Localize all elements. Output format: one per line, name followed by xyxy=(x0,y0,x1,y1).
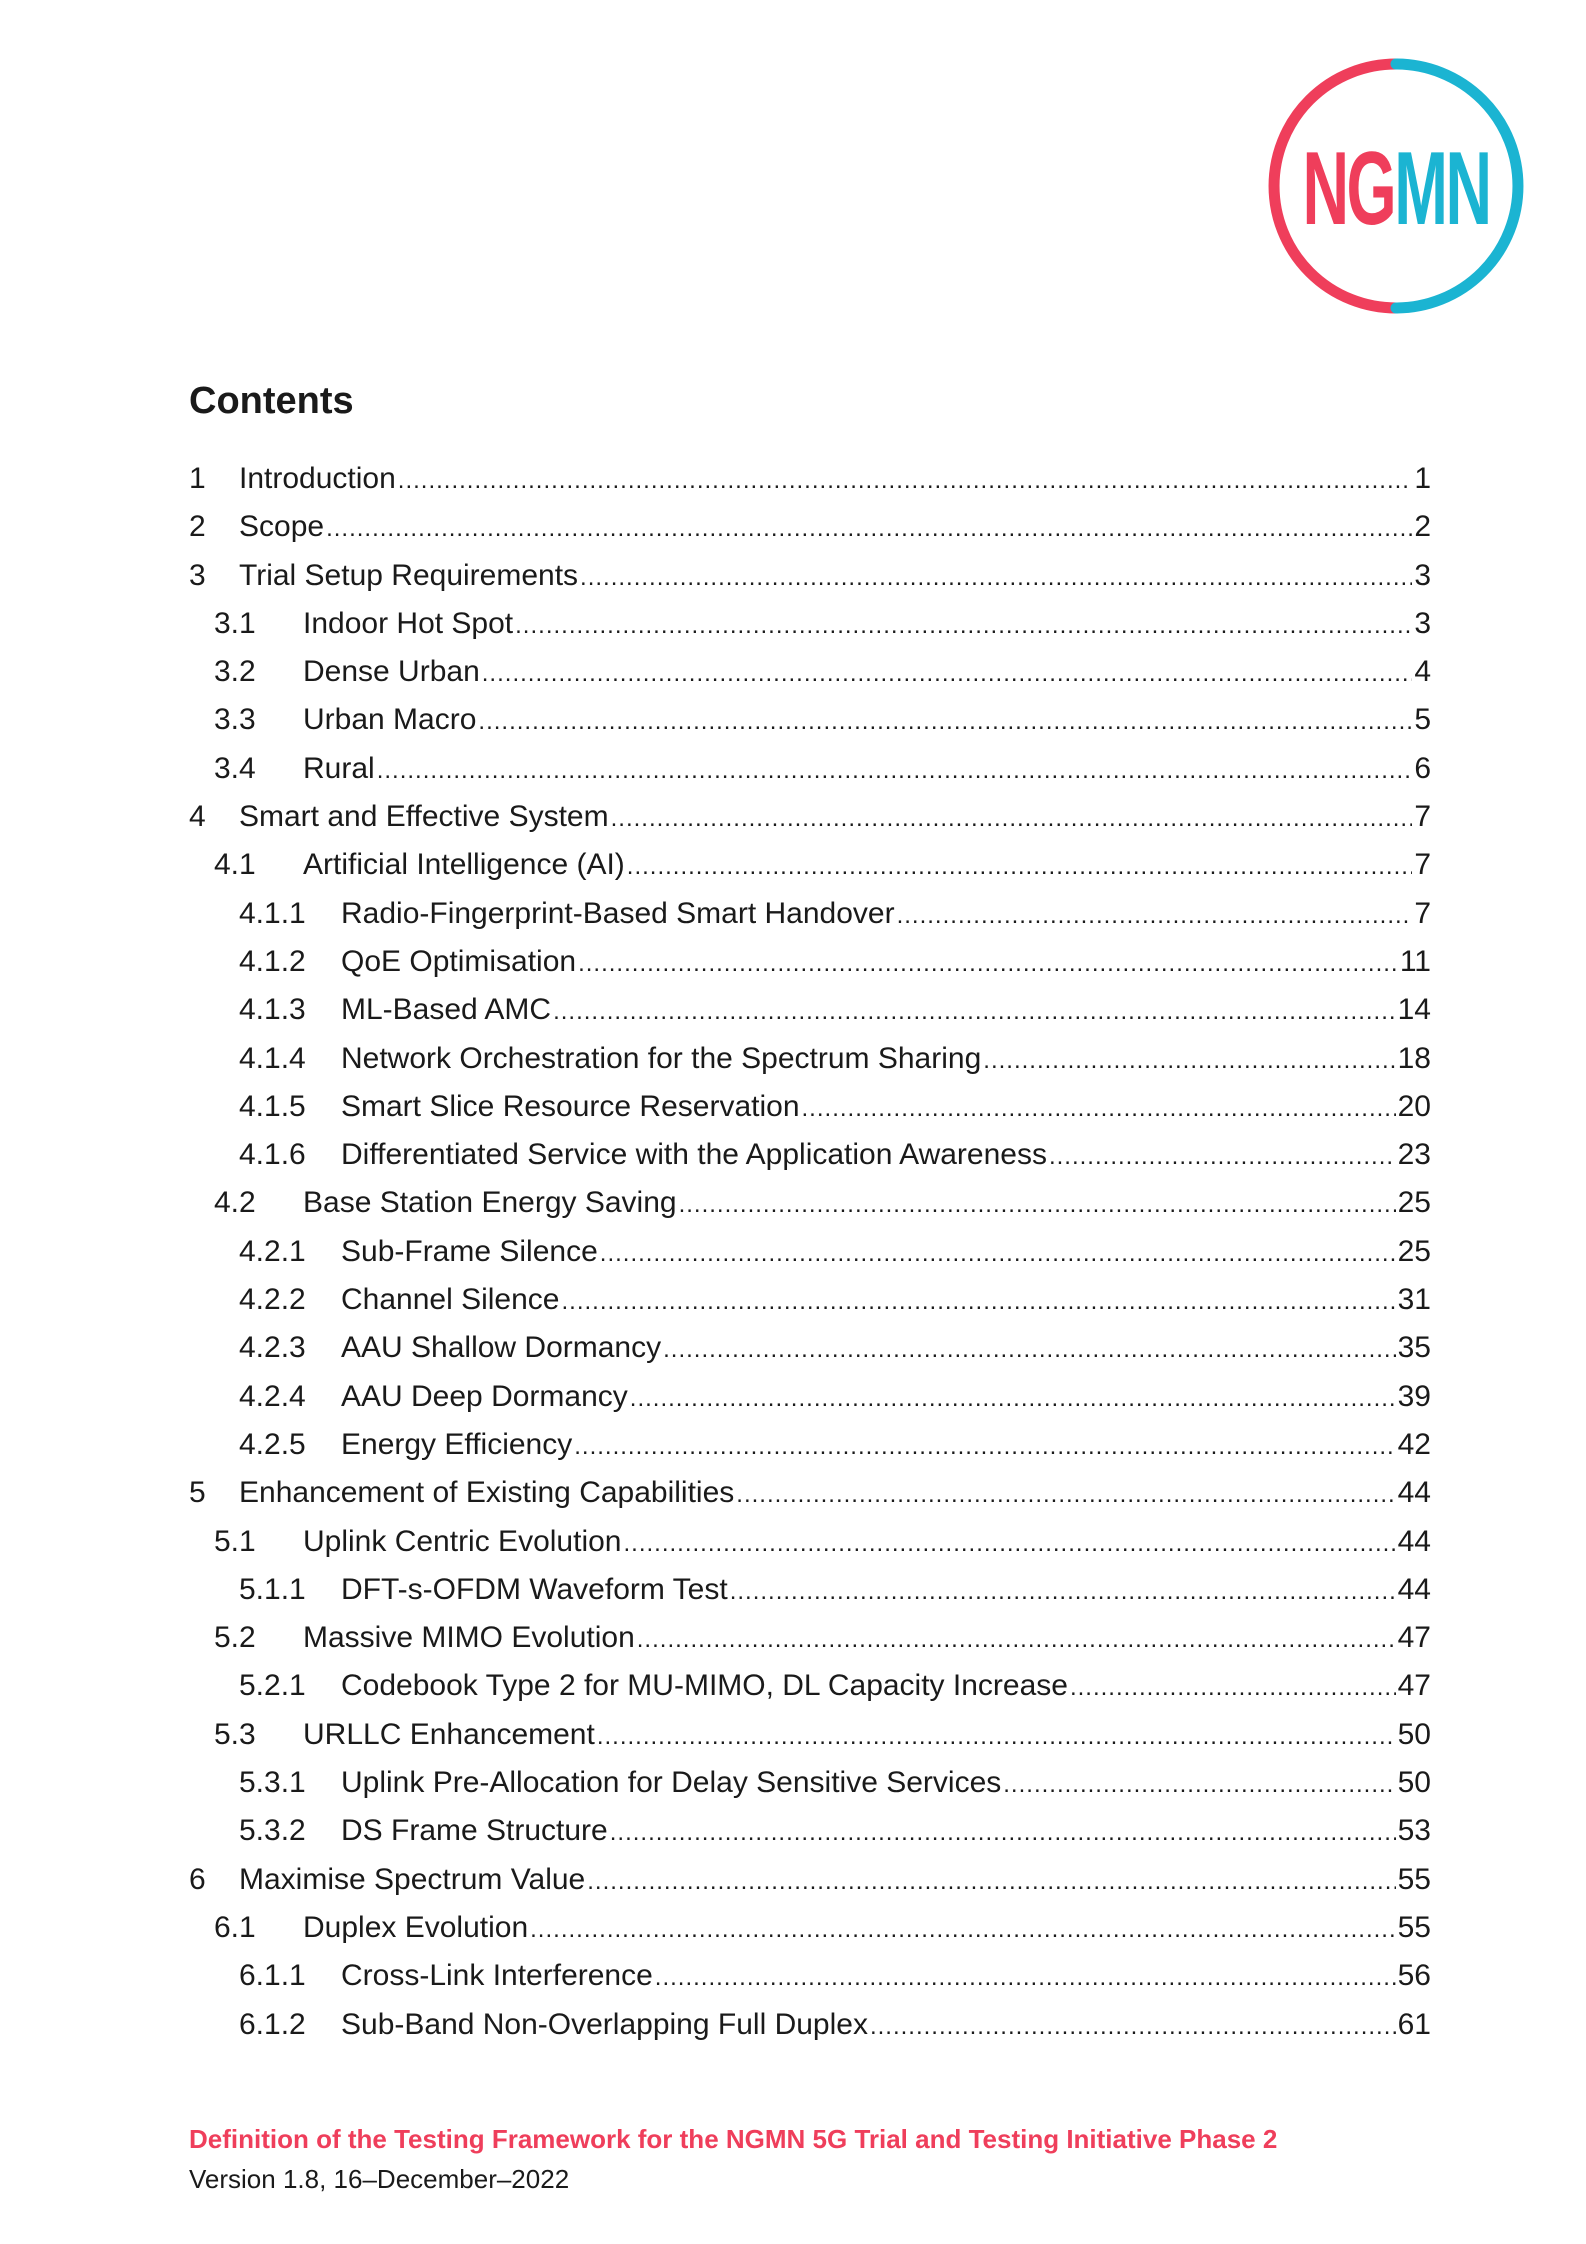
toc-entry-page: 7 xyxy=(1414,800,1431,834)
toc-dot-leader xyxy=(627,843,1413,891)
toc-entry-page: 56 xyxy=(1397,1959,1431,1993)
toc-entry[interactable] xyxy=(189,503,1431,551)
toc-entry-page: 31 xyxy=(1397,1283,1431,1317)
table-of-contents xyxy=(189,455,1431,2049)
toc-entry-page: 11 xyxy=(1399,944,1431,978)
toc-entry-number: 4.1.1 xyxy=(239,896,306,930)
toc-entry-page: 25 xyxy=(1397,1186,1431,1220)
footer-version: Version 1.8, 16–December–2022 xyxy=(189,2164,570,2194)
toc-entry-label: ML-Based AMC xyxy=(341,993,552,1027)
toc-entry-label: Smart and Effective System xyxy=(239,800,609,834)
toc-entry-page: 53 xyxy=(1397,1814,1431,1848)
toc-dot-leader xyxy=(870,2003,1396,2051)
toc-entry-label: QoE Optimisation xyxy=(341,944,577,978)
toc-entry[interactable] xyxy=(189,1228,1431,1276)
toc-entry-page: 3 xyxy=(1414,606,1431,640)
toc-entry[interactable] xyxy=(189,1904,1431,1952)
toc-entry[interactable] xyxy=(189,1373,1431,1421)
toc-entry-page: 7 xyxy=(1414,848,1431,882)
toc-entry-number: 4.2.1 xyxy=(239,1234,306,1268)
toc-dot-leader xyxy=(398,457,1413,505)
toc-dot-leader xyxy=(553,988,1396,1036)
toc-entry-number: 5.2.1 xyxy=(239,1669,306,1703)
toc-dot-leader xyxy=(561,1278,1395,1326)
toc-entry[interactable] xyxy=(189,1518,1431,1566)
toc-entry-number: 6.1.1 xyxy=(239,1959,306,1993)
toc-dot-leader xyxy=(637,1616,1396,1664)
toc-entry-page: 25 xyxy=(1397,1234,1431,1268)
toc-entry-number: 4.1 xyxy=(214,848,256,882)
toc-entry[interactable] xyxy=(189,986,1431,1034)
toc-entry[interactable] xyxy=(189,890,1431,938)
toc-entry-page: 44 xyxy=(1397,1572,1431,1606)
toc-entry-page: 2 xyxy=(1414,510,1431,544)
toc-entry[interactable] xyxy=(189,1324,1431,1372)
toc-entry-number: 5 xyxy=(189,1476,206,1510)
toc-entry-label: Uplink Pre-Allocation for Delay Sensitive Services xyxy=(341,1766,1002,1800)
toc-entry-number: 6 xyxy=(189,1862,206,1896)
toc-entry[interactable] xyxy=(189,1276,1431,1324)
toc-entry[interactable] xyxy=(189,745,1431,793)
toc-entry-number: 4.2.2 xyxy=(239,1283,306,1317)
footer-document-title: Definition of the Testing Framework for the NGMN 5G Trial and Testing Initiative Phase 2 xyxy=(189,2124,1278,2154)
toc-entry-number: 4.1.4 xyxy=(239,1041,306,1075)
toc-dot-leader xyxy=(580,554,1412,602)
toc-entry-number: 2 xyxy=(189,510,206,544)
toc-entry-label: Urban Macro xyxy=(303,703,477,737)
toc-entry[interactable] xyxy=(189,1662,1431,1710)
toc-dot-leader xyxy=(478,698,1412,746)
toc-entry-label: AAU Shallow Dormancy xyxy=(341,1331,662,1365)
toc-entry-label: Smart Slice Resource Reservation xyxy=(341,1089,800,1123)
toc-entry-label: Radio-Fingerprint-Based Smart Handover xyxy=(341,896,895,930)
toc-dot-leader xyxy=(1049,1133,1396,1181)
toc-entry-page: 55 xyxy=(1397,1910,1431,1944)
toc-entry-number: 3.3 xyxy=(214,703,256,737)
toc-entry-page: 7 xyxy=(1414,896,1431,930)
toc-dot-leader xyxy=(1070,1664,1396,1712)
toc-dot-leader xyxy=(530,1906,1395,1954)
toc-dot-leader xyxy=(597,1713,1396,1761)
toc-dot-leader xyxy=(587,1858,1395,1906)
toc-entry-page: 20 xyxy=(1397,1089,1431,1123)
toc-entry-page: 18 xyxy=(1397,1041,1431,1075)
toc-entry[interactable] xyxy=(189,1566,1431,1614)
toc-entry[interactable] xyxy=(189,1807,1431,1855)
ngmn-logo xyxy=(1266,56,1526,316)
toc-entry-page: 5 xyxy=(1414,703,1431,737)
toc-entry-label: Introduction xyxy=(239,462,396,495)
toc-dot-leader xyxy=(578,940,1398,988)
toc-entry-number: 4 xyxy=(189,800,206,834)
toc-dot-leader xyxy=(983,1037,1395,1085)
toc-entry[interactable] xyxy=(189,1759,1431,1807)
toc-entry-number: 4.1.2 xyxy=(239,944,306,978)
toc-entry[interactable] xyxy=(189,793,1431,841)
toc-entry-page: 1 xyxy=(1414,462,1431,495)
toc-entry-number: 5.2 xyxy=(214,1621,256,1655)
toc-dot-leader xyxy=(515,602,1412,650)
toc-dot-leader xyxy=(630,1375,1396,1423)
toc-entry-label: Maximise Spectrum Value xyxy=(239,1862,586,1896)
toc-entry-page: 47 xyxy=(1397,1621,1431,1655)
toc-entry-page: 55 xyxy=(1397,1862,1431,1896)
toc-entry-label: URLLC Enhancement xyxy=(303,1717,595,1751)
toc-entry-label: Trial Setup Requirements xyxy=(239,558,579,592)
toc-entry[interactable] xyxy=(189,938,1431,986)
toc-entry-label: Scope xyxy=(239,510,325,544)
toc-entry[interactable] xyxy=(189,455,1431,503)
toc-dot-leader xyxy=(655,1954,1396,2002)
toc-entry-number: 5.1.1 xyxy=(239,1572,306,1606)
toc-entry-label: Energy Efficiency xyxy=(341,1427,573,1461)
toc-dot-leader xyxy=(611,795,1413,843)
toc-entry-label: Base Station Energy Saving xyxy=(303,1186,677,1220)
toc-dot-leader xyxy=(802,1085,1396,1133)
toc-entry[interactable] xyxy=(189,1711,1431,1759)
toc-dot-leader xyxy=(1003,1761,1395,1809)
toc-entry-label: Differentiated Service with the Application Awareness xyxy=(341,1138,1047,1172)
toc-dot-leader xyxy=(623,1520,1395,1568)
toc-entry-label: DS Frame Structure xyxy=(341,1814,608,1848)
toc-entry-number: 4.1.3 xyxy=(239,993,306,1027)
toc-entry-page: 50 xyxy=(1397,1717,1431,1751)
toc-entry-label: Channel Silence xyxy=(341,1283,560,1317)
toc-title: Contents xyxy=(189,380,354,422)
toc-dot-leader xyxy=(377,747,1413,795)
toc-entry-label: Codebook Type 2 for MU-MIMO, DL Capacity Increase xyxy=(341,1669,1068,1703)
toc-dot-leader xyxy=(574,1423,1395,1471)
toc-entry-page: 42 xyxy=(1397,1427,1431,1461)
toc-entry-page: 47 xyxy=(1397,1669,1431,1703)
svg-text:NGMN: NGMN xyxy=(1302,131,1490,247)
toc-dot-leader xyxy=(600,1230,1396,1278)
toc-entry-page: 50 xyxy=(1397,1766,1431,1800)
toc-entry-page: 61 xyxy=(1397,2007,1431,2041)
toc-entry[interactable] xyxy=(189,841,1431,889)
toc-entry-label: AAU Deep Dormancy xyxy=(341,1379,628,1413)
toc-entry-number: 3 xyxy=(189,558,206,592)
toc-entry[interactable] xyxy=(189,1179,1431,1227)
toc-entry[interactable] xyxy=(189,600,1431,648)
toc-entry[interactable] xyxy=(189,1469,1431,1517)
toc-entry[interactable] xyxy=(189,2001,1431,2049)
toc-dot-leader xyxy=(663,1326,1396,1374)
toc-entry[interactable] xyxy=(189,1421,1431,1469)
toc-entry-number: 6.1.2 xyxy=(239,2007,306,2041)
toc-entry-label: Enhancement of Existing Capabilities xyxy=(239,1476,735,1510)
toc-entry[interactable] xyxy=(189,1131,1431,1179)
toc-dot-leader xyxy=(730,1568,1396,1616)
toc-entry-label: Artificial Intelligence (AI) xyxy=(303,848,625,882)
toc-dot-leader xyxy=(897,892,1413,940)
toc-entry-page: 6 xyxy=(1414,751,1431,785)
toc-entry-number: 5.3 xyxy=(214,1717,256,1751)
toc-dot-leader xyxy=(679,1181,1396,1229)
toc-entry-number: 4.2.3 xyxy=(239,1331,306,1365)
toc-entry-number: 3.4 xyxy=(214,751,256,785)
toc-entry[interactable] xyxy=(189,552,1431,600)
toc-entry-number: 4.2 xyxy=(214,1186,256,1220)
toc-dot-leader xyxy=(482,650,1413,698)
toc-entry-number: 3.2 xyxy=(214,655,256,689)
toc-entry-number: 5.3.1 xyxy=(239,1766,306,1800)
toc-entry-number: 4.1.5 xyxy=(239,1089,306,1123)
toc-entry-number: 4.2.4 xyxy=(239,1379,306,1413)
toc-entry[interactable] xyxy=(189,1856,1431,1904)
toc-entry-label: Sub-Band Non-Overlapping Full Duplex xyxy=(341,2007,868,2041)
toc-entry-number: 5.1 xyxy=(214,1524,256,1558)
toc-entry[interactable] xyxy=(189,648,1431,696)
toc-entry-label: Uplink Centric Evolution xyxy=(303,1524,622,1558)
toc-entry[interactable] xyxy=(189,1952,1431,2000)
toc-entry[interactable] xyxy=(189,696,1431,744)
toc-entry-number: 1 xyxy=(189,462,206,495)
toc-entry-page: 23 xyxy=(1397,1138,1431,1172)
toc-entry-page: 14 xyxy=(1397,993,1431,1027)
toc-entry-label: DFT-s-OFDM Waveform Test xyxy=(341,1572,728,1606)
toc-dot-leader xyxy=(326,505,1412,553)
toc-entry-label: Cross-Link Interference xyxy=(341,1959,653,1993)
toc-entry-number: 6.1 xyxy=(214,1910,256,1944)
toc-entry-page: 4 xyxy=(1414,655,1431,689)
toc-entry-page: 3 xyxy=(1414,558,1431,592)
toc-entry-label: Indoor Hot Spot xyxy=(303,606,514,640)
toc-entry-label: Massive MIMO Evolution xyxy=(303,1621,635,1655)
toc-entry[interactable] xyxy=(189,1614,1431,1662)
toc-entry[interactable] xyxy=(189,1083,1431,1131)
toc-entry-label: Network Orchestration for the Spectrum Sharing xyxy=(341,1041,982,1075)
toc-entry-label: Sub-Frame Silence xyxy=(341,1234,598,1268)
toc-entry-label: Dense Urban xyxy=(303,655,480,689)
toc-dot-leader xyxy=(736,1471,1395,1519)
toc-entry-number: 4.1.6 xyxy=(239,1138,306,1172)
toc-entry-label: Rural xyxy=(303,751,375,785)
toc-entry-number: 5.3.2 xyxy=(239,1814,306,1848)
toc-dot-leader xyxy=(610,1809,1396,1857)
toc-entry-number: 3.1 xyxy=(214,606,256,640)
toc-entry-page: 44 xyxy=(1397,1524,1431,1558)
toc-entry-page: 35 xyxy=(1397,1331,1431,1365)
toc-entry-page: 44 xyxy=(1397,1476,1431,1510)
toc-entry[interactable] xyxy=(189,1035,1431,1083)
toc-entry-number: 4.2.5 xyxy=(239,1427,306,1461)
toc-entry-label: Duplex Evolution xyxy=(303,1910,529,1944)
toc-entry-page: 39 xyxy=(1397,1379,1431,1413)
